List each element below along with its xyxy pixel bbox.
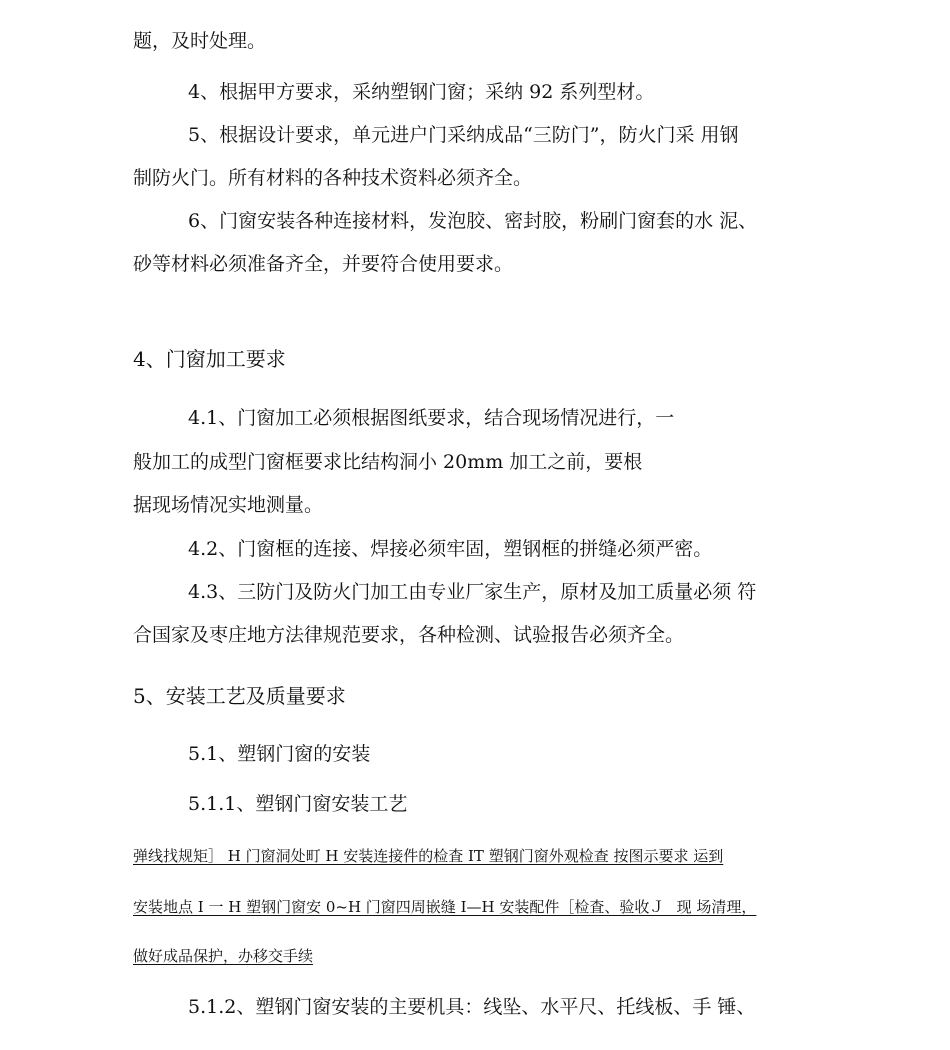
process-flow-line: 弹线找规矩］ H 门窗洞处町 H 安装连接件的检査 IT 塑钢门窗外观检查 按图示要求 运到 (133, 847, 724, 865)
text-line: 6、门窗安装各种连接材料，发泡胶、密封胶，粉刷门窗套的水 泥、 (188, 210, 758, 232)
text-line: 5、根据设计要求，单元进户门采纳成品“三防门”，防火门采 用钢 (188, 124, 739, 146)
subheading: 5.1、塑钢门窗的安装 (188, 743, 371, 765)
text-line: 题，及时处理。 (133, 30, 267, 52)
text-line: 砂等材料必须准备齐全，并要符合使用要求。 (133, 253, 514, 275)
process-flow-line: 做好成品保护，办移交手续 (133, 947, 314, 965)
text-line: 制防火门。所有材料的各种技术资料必须齐全。 (133, 167, 533, 189)
text-line: 据现场情况实地测量。 (133, 494, 324, 516)
process-flow-line: 安装地点 I 一 H 塑钢门窗安 0~H 门窗四周嵌缝 I—H 安装配件［检査、验收Ｊ _现 场清理， (133, 898, 757, 916)
text-line: 5.1.2、塑钢门窗安装的主要机具：线坠、水平尺、托线板、手 锤、 (188, 996, 756, 1018)
text-line: 4.3、三防门及防火门加工由专业厂家生产，原材及加工质量必须 符 (188, 581, 757, 603)
section-heading: 5、安装工艺及质量要求 (133, 684, 346, 708)
subheading: 5.1.1、塑钢门窗安装工艺 (188, 793, 408, 815)
text-line: 合国家及枣庄地方法律规范要求，各种检测、试验报告必须齐全。 (133, 624, 685, 646)
text-line: 4、根据甲方要求，采纳塑钢门窗；采纳 92 系列型材。 (188, 81, 655, 103)
text-line: 4.1、门窗加工必须根据图纸要求，结合现场情况进行，一 (188, 407, 675, 429)
text-line: 4.2、门窗框的连接、焊接必须牢固，塑钢框的拼缝必须严密。 (188, 538, 713, 560)
text-line: 般加工的成型门窗框要求比结构洞小 20mm 加工之前，要根 (133, 451, 643, 473)
section-heading: 4、门窗加工要求 (133, 347, 286, 371)
